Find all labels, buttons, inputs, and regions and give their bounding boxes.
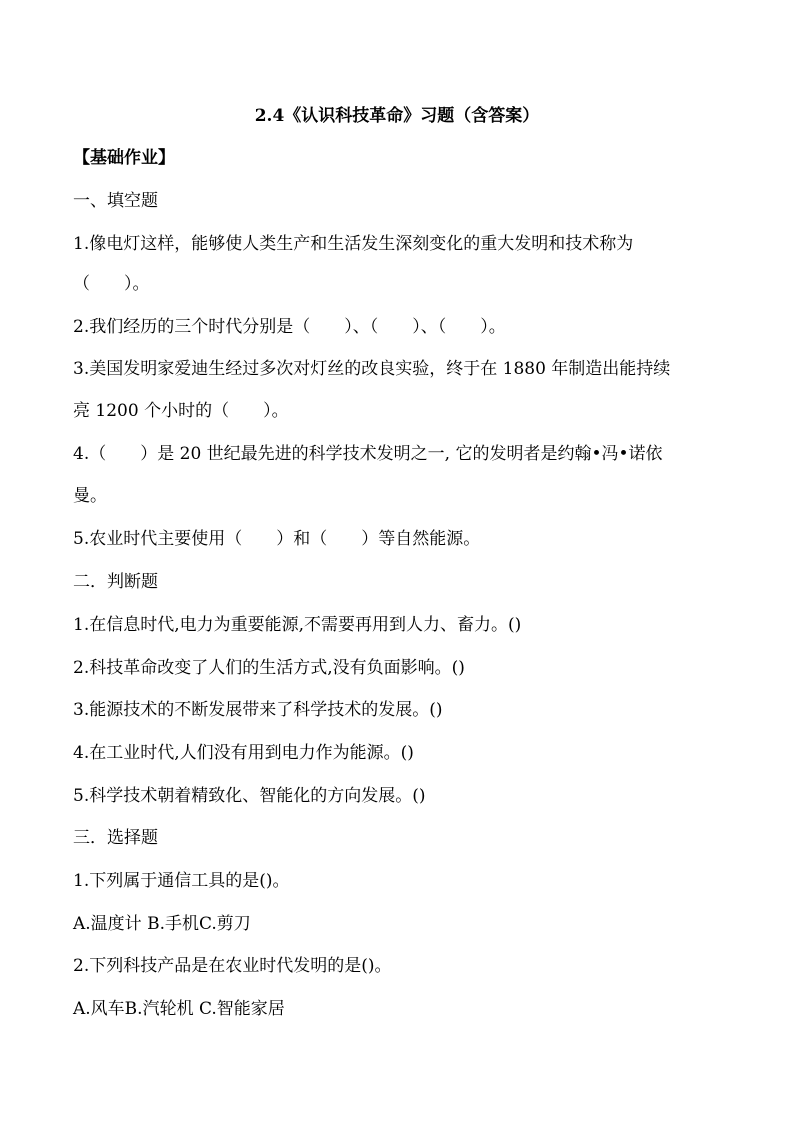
judge-question-3: 3.能源技术的不断发展带来了科学技术的发展。()	[73, 700, 443, 720]
choice-question-1: 1.下列属于通信工具的是()。	[73, 871, 290, 891]
choice-section-heading: 三．选择题	[73, 828, 158, 848]
fill-question-3-line-2: 亮 1200 个小时的（ ）。	[73, 401, 289, 421]
fill-question-4-line-2: 曼。	[73, 486, 107, 506]
fill-question-3-line-1: 3.美国发明家爱迪生经过多次对灯丝的改良实验，终于在 1880 年制造出能持续	[73, 359, 671, 379]
basic-homework-heading: 【基础作业】	[73, 148, 175, 168]
fill-question-2: 2.我们经历的三个时代分别是（ ）、（ ）、（ ）。	[73, 317, 506, 337]
judge-question-5: 5.科学技术朝着精致化、智能化的方向发展。()	[73, 786, 426, 806]
judge-question-2: 2.科技革命改变了人们的生活方式,没有负面影响。()	[73, 658, 465, 678]
fill-question-5: 5.农业时代主要使用（ ）和（ ）等自然能源。	[73, 529, 481, 549]
judge-question-1: 1.在信息时代,电力为重要能源,不需要再用到人力、畜力。()	[73, 615, 522, 635]
fill-question-4-line-1: 4.（ ）是 20 世纪最先进的科学技术发明之一, 它的发明者是约翰•冯•诺依	[73, 444, 663, 464]
fill-question-1-line-2: （ ）。	[73, 274, 150, 294]
choice-question-2: 2.下列科技产品是在农业时代发明的是()。	[73, 956, 392, 976]
fill-section-heading: 一、填空题	[73, 191, 158, 211]
fill-question-1-line-1: 1.像电灯这样，能够使人类生产和生活发生深刻变化的重大发明和技术称为	[73, 234, 634, 254]
judge-question-4: 4.在工业时代,人们没有用到电力作为能源。()	[73, 743, 414, 763]
choice-question-2-options: A.风车B.汽轮机 C.智能家居	[73, 999, 285, 1019]
judge-section-heading: 二．判断题	[73, 572, 158, 592]
choice-question-1-options: A.温度计 B.手机C.剪刀	[73, 914, 251, 934]
document-title: 2.4《认识科技革命》习题（含答案）	[254, 106, 540, 126]
